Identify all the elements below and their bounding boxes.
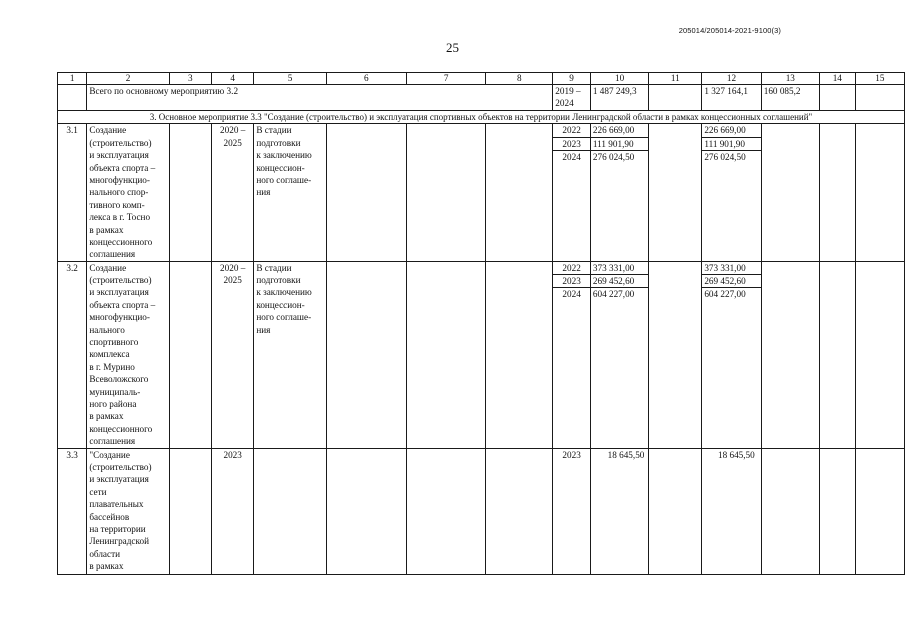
document-id: 205014/205014-2021-9100(3): [678, 26, 781, 35]
row-col10: 226 669,00 111 901,90 276 024,50: [590, 124, 648, 261]
section-row: [58, 111, 905, 124]
column-number: 2: [87, 73, 169, 85]
column-number: 15: [855, 73, 904, 85]
column-number: 5: [254, 73, 326, 85]
table-row: [58, 261, 905, 448]
column-number-row: [58, 73, 905, 85]
table-row: [58, 124, 905, 261]
row-status: В стадии подготовки к заключению концессион- ного соглаше- ния: [254, 261, 326, 448]
column-number: 8: [486, 73, 553, 85]
column-number: 13: [761, 73, 819, 85]
column-number: 3: [169, 73, 211, 85]
total-period: 2019 – 2024: [553, 85, 591, 111]
row-period: 2023: [211, 448, 253, 574]
column-number: 14: [819, 73, 855, 85]
total-col12: 1 327 164,1: [702, 85, 761, 111]
total-row: [58, 85, 905, 111]
row-name: Создание (строительство) и эксплуатация объекта спорта – многофункцио- нального спор- тивного комп- лекса в г. Тосно в рамках концессионного соглашения: [87, 124, 169, 261]
program-table: [57, 72, 905, 575]
row-years: 2022 2023 2024: [553, 261, 591, 448]
column-number: 12: [702, 73, 761, 85]
total-col10: 1 487 249,3: [590, 85, 648, 111]
total-label: Всего по основному мероприятию 3.2: [87, 85, 553, 111]
row-status: В стадии подготовки к заключению концессион- ного соглаше- ния: [254, 124, 326, 261]
page-number: 25: [446, 40, 459, 55]
row-period: 2020 – 2025: [211, 124, 253, 261]
column-number: 4: [211, 73, 253, 85]
row-col10: 373 331,00 269 452,60 604 227,00: [590, 261, 648, 448]
column-number: 9: [553, 73, 591, 85]
row-number: 3.2: [58, 261, 87, 448]
column-number: 6: [326, 73, 406, 85]
row-col12: 373 331,00 269 452,60 604 227,00: [702, 261, 761, 448]
column-number: 1: [58, 73, 87, 85]
row-number: 3.1: [58, 124, 87, 261]
column-number: 10: [590, 73, 648, 85]
total-col13: 160 085,2: [761, 85, 819, 111]
row-period: 2020 – 2025: [211, 261, 253, 448]
table-row: [58, 448, 905, 574]
column-number: 11: [649, 73, 702, 85]
row-col12: 18 645,50: [702, 448, 761, 574]
row-number: 3.3: [58, 448, 87, 574]
row-col12: 226 669,00 111 901,90 276 024,50: [702, 124, 761, 261]
row-name: Создание (строительство) и эксплуатация объекта спорта – многофункцио- нального спортивного комплекса в г. Мурино Всеволожского муниципаль- ного района в рамках концессионного соглашения: [87, 261, 169, 448]
row-name: "Создание (строительство) и эксплуатация сети плавательных бассейнов на территории Ленинградской области в рамках: [87, 448, 169, 574]
section-title: 3. Основное мероприятие 3.3 "Создание (строительство) и эксплуатация спортивных объектов на территории Ленинградской области в рамках концессионных соглашений": [58, 111, 905, 124]
column-number: 7: [406, 73, 485, 85]
row-years: 2022 2023 2024: [553, 124, 591, 261]
row-col10: 18 645,50: [590, 448, 648, 574]
row-years: 2023: [553, 448, 591, 574]
